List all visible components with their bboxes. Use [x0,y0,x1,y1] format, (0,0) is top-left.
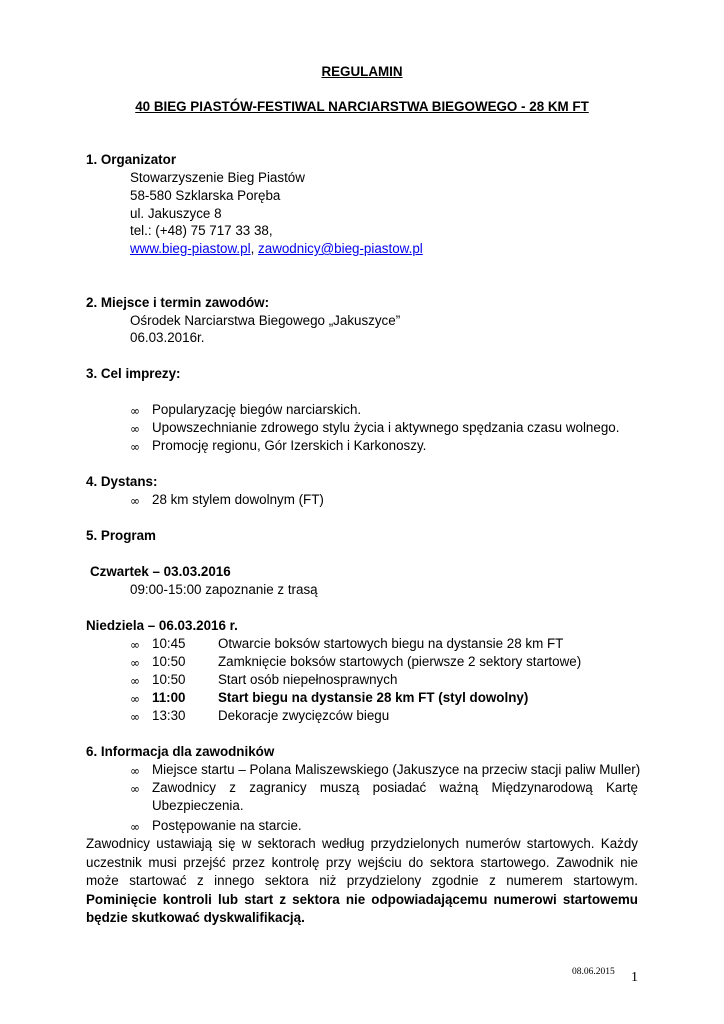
venue-name: Ośrodek Narciarstwa Biegowego „Jakuszyce” [130,313,401,328]
schedule-text: Start osób niepełnosprawnych [218,672,398,687]
page-number: 1 [631,970,638,985]
info-item: Miejsce startu – Polana Maliszewskiego (Jakuszyce na przeciw stacji paliw Muller) [152,762,641,777]
schedule-text: Dekoracje zwycięzców biegu [218,708,390,723]
schedule-time: 10:50 [152,672,186,687]
infinity-bullet-icon: ∞ [130,638,140,652]
schedule-text: Start biegu na dystansie 28 km FT (styl dowolny) [218,690,529,705]
schedule-time: 10:50 [152,654,186,669]
organizer-name: Stowarzyszenie Bieg Piastów [130,170,305,185]
organizer-street: ul. Jakuszyce 8 [130,206,222,221]
infinity-bullet-icon: ∞ [130,656,140,670]
goal-item: Promocję regionu, Gór Izerskich i Karkonoszy. [152,438,427,453]
schedule-text: Zamknięcie boksów startowych (pierwsze 2 sektory startowe) [218,654,582,669]
schedule-time: 13:30 [152,708,186,723]
disqualification-warning: Pominięcie kontroli lub start z sektora nie odpowiadającemu numerowi startowemu będzie skutkować dyskwalifikacją. [86,891,638,925]
goal-item: Upowszechnianie zdrowego stylu życia i aktywnego spędzania czasu wolnego. [152,420,620,435]
schedule-time: 10:45 [152,636,186,651]
info-item: Postępowanie na starcie. [152,818,302,833]
goal-item: Popularyzację biegów narciarskich. [152,402,362,417]
section-4-heading: 4. Dystans: [86,474,158,489]
infinity-bullet-icon: ∞ [130,494,140,508]
document-title: REGULAMIN [321,64,403,79]
infinity-bullet-icon: ∞ [130,404,140,418]
link-separator: , [250,241,255,256]
infinity-bullet-icon: ∞ [130,674,140,688]
section-3-heading: 3. Cel imprezy: [86,366,181,381]
info-item-continuation: Ubezpieczenia. [152,798,244,813]
day1-schedule-line: 09:00-15:00 zapoznanie z trasą [130,582,318,597]
infinity-bullet-icon: ∞ [130,820,140,834]
section-6-heading: 6. Informacja dla zawodników [86,744,275,759]
event-date: 06.03.2016r. [130,330,205,345]
infinity-bullet-icon: ∞ [130,782,140,796]
email-link[interactable]: zawodnicy@bieg-piastow.pl [258,241,423,256]
organizer-postal: 58-580 Szklarska Poręba [130,188,281,203]
start-procedure-text: Zawodnicy ustawiają się w sektorach według przydzielonych numerów startowych. Każdy uczestnik musi przejść przez kontrolę przy wejściu do sektora startowego. Zawodnik nie może startować z innego sektora niż przydzielony zgodnie z numerem startowym. [86,836,638,888]
section-1-heading: 1. Organizator [86,152,177,167]
organizer-links [130,241,423,256]
infinity-bullet-icon: ∞ [130,440,140,454]
info-item: Zawodnicy z zagranicy muszą posiadać ważną Międzynarodową Kartę [152,780,638,795]
section-5-heading: 5. Program [86,528,156,543]
distance-item: 28 km stylem dowolnym (FT) [152,492,324,507]
section-2-heading: 2. Miejsce i termin zawodów: [86,295,270,310]
infinity-bullet-icon: ∞ [130,710,140,724]
infinity-bullet-icon: ∞ [130,422,140,436]
footer-date: 08.06.2015 [572,967,615,977]
infinity-bullet-icon: ∞ [130,764,140,778]
schedule-text: Otwarcie boksów startowych biegu na dystansie 28 km FT [218,636,564,651]
website-link[interactable]: www.bieg-piastow.pl [130,241,251,256]
start-procedure-paragraph [86,835,638,928]
organizer-phone: tel.: (+48) 75 717 33 38, [130,223,273,238]
document-subtitle: 40 BIEG PIASTÓW-FESTIWAL NARCIARSTWA BIEGOWEGO - 28 KM FT [135,99,589,114]
schedule-time: 11:00 [152,690,186,705]
day1-heading: Czwartek – 03.03.2016 [90,564,231,579]
infinity-bullet-icon: ∞ [130,692,140,706]
day2-heading: Niedziela – 06.03.2016 r. [86,618,238,633]
